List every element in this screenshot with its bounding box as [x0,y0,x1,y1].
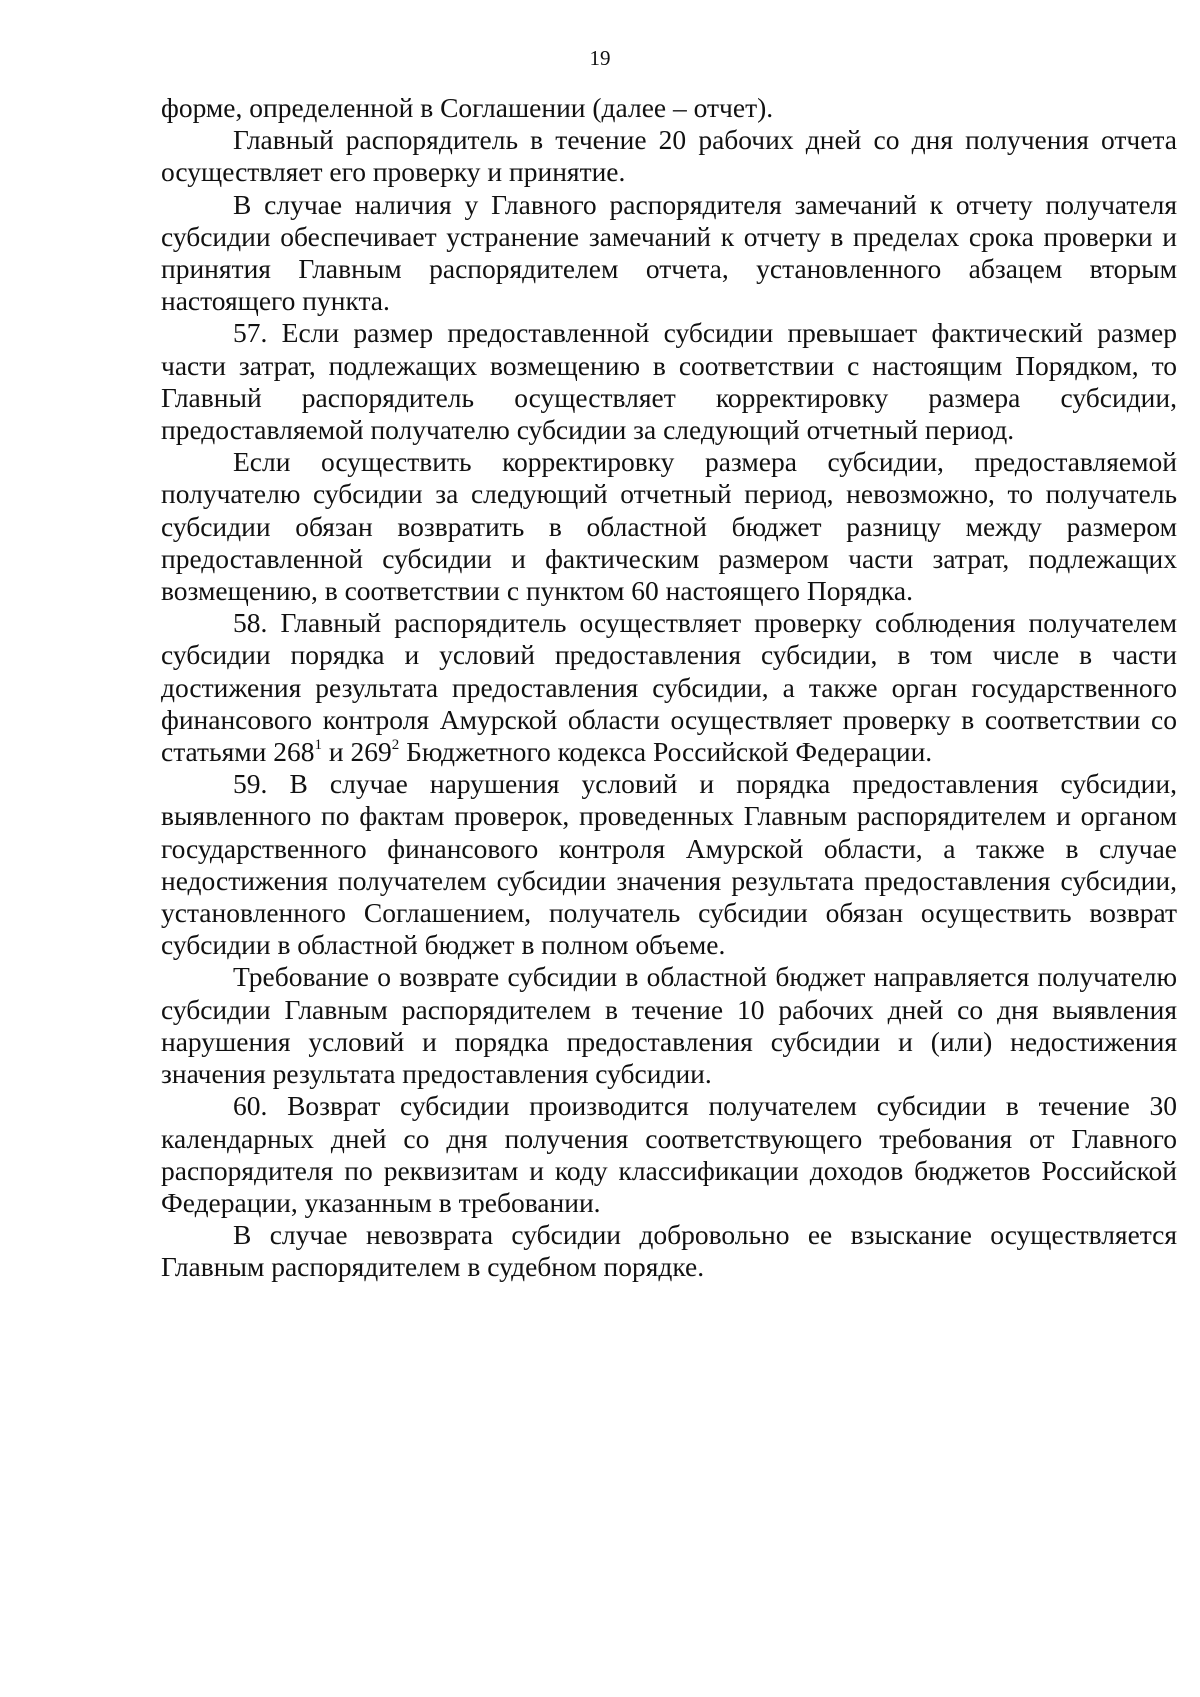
paragraph-59: 59. В случае нарушения условий и порядка предоставления субсидии, выявленного по фактам проверок, проведенных Главным распорядителем и органом государственного финансового контроля Амурской области, а также в случае недостижения получателем субсидии значения результата предоставления субсидии, установленного Соглашением, получатель субсидии обязан осуществить возврат субсидии в областной бюджет в полном объеме. [161,768,1177,961]
paragraph-60-court: В случае невозврата субсидии добровольно ее взыскание осуществляется Главным распорядителем в судебном порядке. [161,1219,1177,1283]
paragraph-60: 60. Возврат субсидии производится получателем субсидии в течение 30 календарных дней со дня получения соответствующего требования от Главного распорядителя по реквизитам и коду классификации доходов бюджетов Российской Федерации, указанным в требовании. [161,1090,1177,1218]
document-body [161,92,1177,1284]
page-number: 19 [589,46,611,70]
paragraph-58-text-3: Бюджетного кодекса Российской Федерации. [399,736,933,768]
superscript-268: 1 [314,736,323,753]
paragraph-remarks: В случае наличия у Главного распорядителя замечаний к отчету получателя субсидии обеспечивает устранение замечаний к отчету в пределах срока проверки и принятия Главным распорядителем отчета, установленного абзацем вторым настоящего пункта. [161,188,1177,317]
paragraph-58 [161,607,1177,768]
paragraph-58-text-1: 58. Главный распорядитель осуществляет проверку соблюдения получателем субсидии порядка и условий предоставления субсидии, в том числе в части достижения результата предоставления субсидии, а также орган государственного финансового контроля Амурской области осуществляет проверку в соответствии со статьями 268 [161,607,1177,768]
paragraph-59-requirement: Требование о возврате субсидии в областной бюджет направляется получателю субсидии Главным распорядителем в течение 10 рабочих дней со дня выявления нарушения условий и порядка предоставления субсидии и (или) недостижения значения результата предоставления субсидии. [161,961,1177,1090]
paragraph-57-correction: Если осуществить корректировку размера субсидии, предоставляемой получателю субсидии за следующий отчетный период, невозможно, то получатель субсидии обязан возвратить в областной бюджет разницу между размером предоставленной субсидии и фактическим размером части затрат, подлежащих возмещению, в соответствии с пунктом 60 настоящего Порядка. [161,446,1177,607]
paragraph-57: 57. Если размер предоставленной субсидии превышает фактический размер части затрат, подлежащих возмещению в соответствии с настоящим Порядком, то Главный распорядитель осуществляет корректировку размера субсидии, предоставляемой получателю субсидии за следующий отчетный период. [161,317,1177,446]
paragraph-58-text-2: и 269 [322,736,392,768]
paragraph-report-form: форме, определенной в Соглашении (далее – отчет). [161,92,774,123]
superscript-269: 2 [391,736,400,753]
paragraph-report-check: Главный распорядитель в течение 20 рабочих дней со дня получения отчета осуществляет его проверку и принятие. [161,124,1177,188]
